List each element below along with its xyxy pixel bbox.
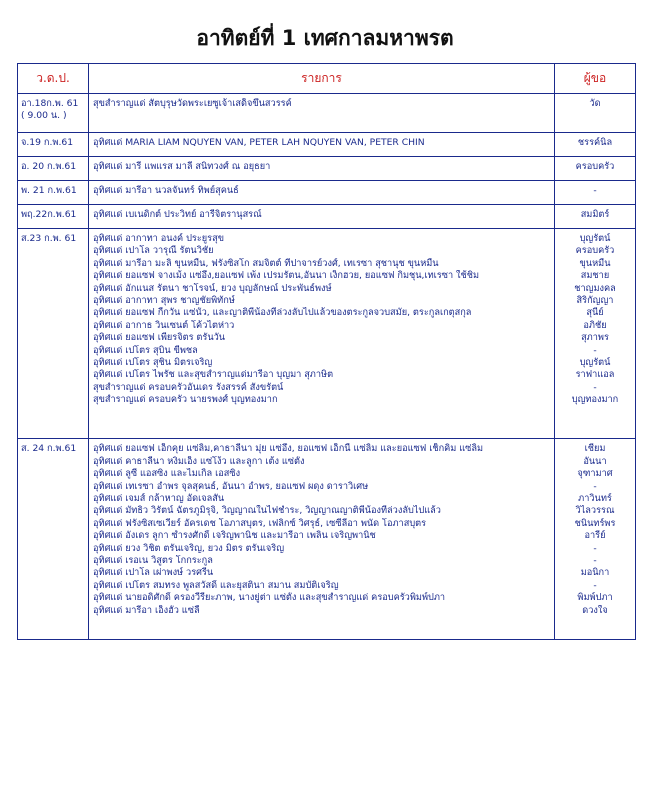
date-cell-line: อา.18ก.พ. 61 (21, 98, 79, 109)
requester-cell-line: บุญทองมาก (571, 394, 619, 406)
requester-cell (555, 229, 636, 439)
intention-cell-line: อุทิศแด่ มารีอา เอ็งฮั้ว แซ่ลี้ (93, 604, 200, 616)
requester-cell-line: ชนินทร์พร (574, 517, 616, 529)
table-header-row (18, 64, 636, 94)
requester-cell (555, 205, 636, 229)
date-cell-line: ส. 24 ก.พ.61 (21, 443, 77, 455)
table-row (18, 94, 636, 133)
intention-cell-line: อุทิศแด่ เปาโล วารุณี รัตนวิชัย (93, 245, 214, 257)
intention-cell-line: อุทิศแด่ ยวง วิชิต ตรันเจริญ, ยวง มิตร ตรันเจริญ (93, 542, 285, 554)
intention-cell (89, 439, 555, 639)
intention-cell-line: อุทิศแด่ เจมส์ กล้าหาญ อัดเจลสัน (93, 493, 225, 505)
intention-cell (89, 133, 555, 157)
date-cell (18, 157, 89, 181)
intention-cell-line: อุทิศแด่ อักแนส รัตนา ชาโรจน์, ยวง บุญลักษณ์ ประพันธ์พงษ์ (93, 282, 332, 294)
requester-cell-line: วัด (589, 98, 601, 109)
requester-cell-line: ชาญมงคล (574, 282, 616, 294)
date-cell (18, 205, 89, 229)
requester-cell-line: อภิชัย (583, 319, 607, 331)
intention-cell-line: อุทิศแด่ ยอแซฟ เอ็กคุย แซ่ลิ้ม,คาธาลีนา มุ่ย แซ่อึ้ง, ยอแซฟ เอ็กนี้ แซ่ลิ้ม และยอแซฟ เช็กคิม แซ่ลิ้ม (93, 443, 484, 455)
intention-cell-line: อุทิศแด่ เปโตร ไพรัช และสุขสำราญแด่มารีอา บุญมา สุภาษิต (93, 369, 334, 381)
requester-cell-line: - (593, 344, 597, 356)
requester-cell-line: เชี่ยม (584, 443, 606, 455)
page-title: อาทิตย์ที่ 1 เทศกาลมหาพรต (196, 26, 454, 50)
requester-cell-line: ชรรค์นิล (577, 137, 613, 148)
requester-cell-line: - (593, 542, 597, 554)
requester-cell-line: สุภาพร (581, 332, 609, 344)
date-cell-line: จ.19 ก.พ.61 (21, 137, 74, 148)
requester-cell-line: พิมพ์ปภา (577, 592, 613, 604)
intention-cell (89, 205, 555, 229)
intention-cell-line: อุทิศแด่ คาธาลีนา หงิมเอ็ง แซ่โง้ว และลูกา เต้ง แซ่ตั้ง (93, 455, 305, 467)
mass-intention-table (17, 63, 636, 640)
intention-cell-line: อุทิศแด่ ยอแซฟ เพียรจิตร ตรันวัน (93, 332, 226, 344)
requester-cell-line: ภาวินทร์ (578, 493, 612, 505)
requester-cell-line: มอนิกา (580, 567, 610, 579)
requester-cell-line: อันนา (583, 455, 607, 467)
table-row (18, 181, 636, 205)
date-cell-line: อ. 20 ก.พ.61 (21, 161, 77, 172)
intention-cell-line: อุทิศแด่ อากาธ วินเซนต์ โค้วไตห่าว (93, 319, 235, 331)
table-row (18, 229, 636, 439)
intention-cell-line: อุทิศแด่ มารีอา นวลจันทร์ ทิพย์สุคนธ์ (93, 185, 239, 196)
intention-cell-line: สุขสำราญแด่ ครอบครัวอันเดร รังสรรค์ สังขรัตน์ (93, 381, 284, 393)
date-cell (18, 133, 89, 157)
requester-cell-line: ราฟาแอล (575, 369, 615, 381)
requester-cell-line: สุนีย์ (586, 307, 604, 319)
requester-cell (555, 439, 636, 639)
date-cell (18, 439, 89, 639)
intention-cell-line: อุทิศแด่ เปโตร สมทรง พูลสวัสดิ์ และยุสตินา สมาน สมบัติเจริญ (93, 579, 339, 591)
requester-cell (555, 181, 636, 205)
date-cell (18, 181, 89, 205)
intention-cell-line: อุทิศแด่ ลูซี แอสซิ่ง และไมเกิ้ล เอสซิง (93, 468, 241, 480)
requester-cell-line: - (593, 579, 597, 591)
intention-cell-line: สุขสำราญแด่ สัตบุรุษวัดพระเยซูเจ้าเสด็จขึ้นสวรรค์ (93, 98, 292, 109)
requester-cell-line: ครอบครัว (575, 161, 615, 172)
table-row (18, 205, 636, 229)
intention-cell-line: อุทิศแด่ อากาทา สุพร ชาญชัยพิทักษ์ (93, 294, 235, 306)
requester-cell-line: - (593, 381, 597, 393)
requester-cell-line: บุญรัตน์ (579, 233, 611, 244)
requester-cell-line: วิไลวรรณ (575, 505, 615, 517)
requester-cell-line: สมชาย (580, 270, 610, 282)
requester-cell-line: บุญรัตน์ (579, 356, 611, 368)
header-list: รายการ (89, 64, 555, 94)
requester-cell-line: - (593, 480, 597, 492)
date-cell-line: ( 9.00 น. ) (21, 110, 67, 122)
date-cell-line: พฤ.22ก.พ.61 (21, 209, 77, 220)
requester-cell (555, 94, 636, 133)
date-cell-line: ส.23 ก.พ. 61 (21, 233, 77, 244)
intention-cell-line: อุทิศแด่ เปาโล เผ่าพงษ์ วรศรีน (93, 567, 214, 579)
intention-cell-line: อุทิศแด่ ยอแซฟ กี้กวัน แซ่นั้ว, และญาติพี่น้องที่ล่วงลับไปแล้วของตระกูลจวบสมัย, ตระกูลเกตุสกุล (93, 307, 472, 319)
intention-cell-line: อุทิศแด่ มารี แพแรส มาลี สนิทวงศ์ ณ อยุธยา (93, 161, 271, 172)
intention-cell-line: อุทิศแด่ ฟรังซิสเซเวียร์ อัครเดช โอภาสบุตร, เฟลิกซ์ วิศรุธ์, เซซีลีอา พนัด โอภาสบุตร (93, 517, 427, 529)
requester-cell-line: ขุนหมื่น (579, 257, 611, 269)
header-date: ว.ด.ป. (18, 64, 89, 94)
requester-cell-line: สิริกัญญา (576, 294, 614, 306)
intention-cell-line: อุทิศแด่ มารีอา มะลิ ขุนหมื่น, ฟรังซิสโก สมจิตต์ ทีปาจารย์วงศ์, เทเรซา สุชานุช ขุนหมื่น (93, 257, 439, 269)
intention-cell-line: อุทิศแด่ เบเนดิกต์ ประวิทย์ อารีจิตรานุสรณ์ (93, 209, 262, 220)
intention-cell-line: อุทิศแด่ เปโตร สุบิน ขีพชล (93, 344, 198, 356)
intention-cell (89, 94, 555, 133)
intention-cell-line: อุทิศแด่ นายอดิศักดิ์ ครองวีรียะภาพ, นางยู่ต่า แซ่ตั้ง และสุขสำราญแด่ ครอบครัวพิมพ์ปภา (93, 592, 446, 604)
requester-cell-line: - (593, 554, 597, 566)
requester-cell-line: ครอบครัว (575, 245, 615, 257)
requester-cell (555, 133, 636, 157)
intention-cell-line: อุทิศแด่ อากาทา อนงค์ ประยูรสุข (93, 233, 225, 244)
date-cell-line: พ. 21 ก.พ.61 (21, 185, 77, 196)
intention-cell-line: สุขสำราญแด่ ครอบครัว นายรพงศ์ บุญทองมาก (93, 394, 278, 406)
intention-cell (89, 229, 555, 439)
requester-cell (555, 157, 636, 181)
header-requester: ผู้ขอ (555, 64, 636, 94)
requester-cell-line: สมมิตร์ (580, 209, 610, 220)
intention-cell-line: อุทิศแด่ เปโตร สุชิน มิตรเจริญ (93, 356, 213, 368)
requester-cell-line: - (593, 185, 597, 196)
intention-cell-line: อุทิศแด่ เทเรซา อำพร จุลสุคนธ์, อันนา อำพร, ยอแซฟ ผดุง ดาราวิเศษ (93, 480, 369, 492)
table-row (18, 439, 636, 639)
intention-cell-line: อุทิศแด่ ยอแซฟ จางเม้ง แซ่อึ้ง,ยอแซฟ เพ้ง เปรมรัตน,อันนา เง็กฮวย, ยอแซฟ กิมชุน,เทเรซา ใช้ชิม (93, 270, 480, 282)
requester-cell-line: จุฑามาศ (577, 468, 613, 480)
intention-cell-line: อุทิศแด่ MARIA LIAM NQUYEN VAN, PETER LAH NQUYEN VAN, PETER CHIN (93, 137, 425, 148)
requester-cell-line: ดวงใจ (582, 604, 608, 616)
intention-cell (89, 181, 555, 205)
date-cell (18, 229, 89, 439)
intention-cell-line: อุทิศแด่ อังเดร ลูกา ซ้ำรงศักดิ์ เจริญพานิช และมารีอา เพลิน เจริญพานิช (93, 530, 376, 542)
requester-cell-line: อารีย์ (584, 530, 606, 542)
intention-cell (89, 157, 555, 181)
table-row (18, 157, 636, 181)
intention-cell-line: อุทิศแด่ มัทธิว วิรัตน์ ฉัตรภูมิรุจิ, วิญญาณในไฟชำระ, วิญญาณญาติพี่น้องที่ล่วงลับไปแล้ว (93, 505, 441, 517)
date-cell (18, 94, 89, 133)
intention-cell-line: อุทิศแด่ เรอเน วิสูตร โกกระกูล (93, 554, 213, 566)
table-row (18, 133, 636, 157)
